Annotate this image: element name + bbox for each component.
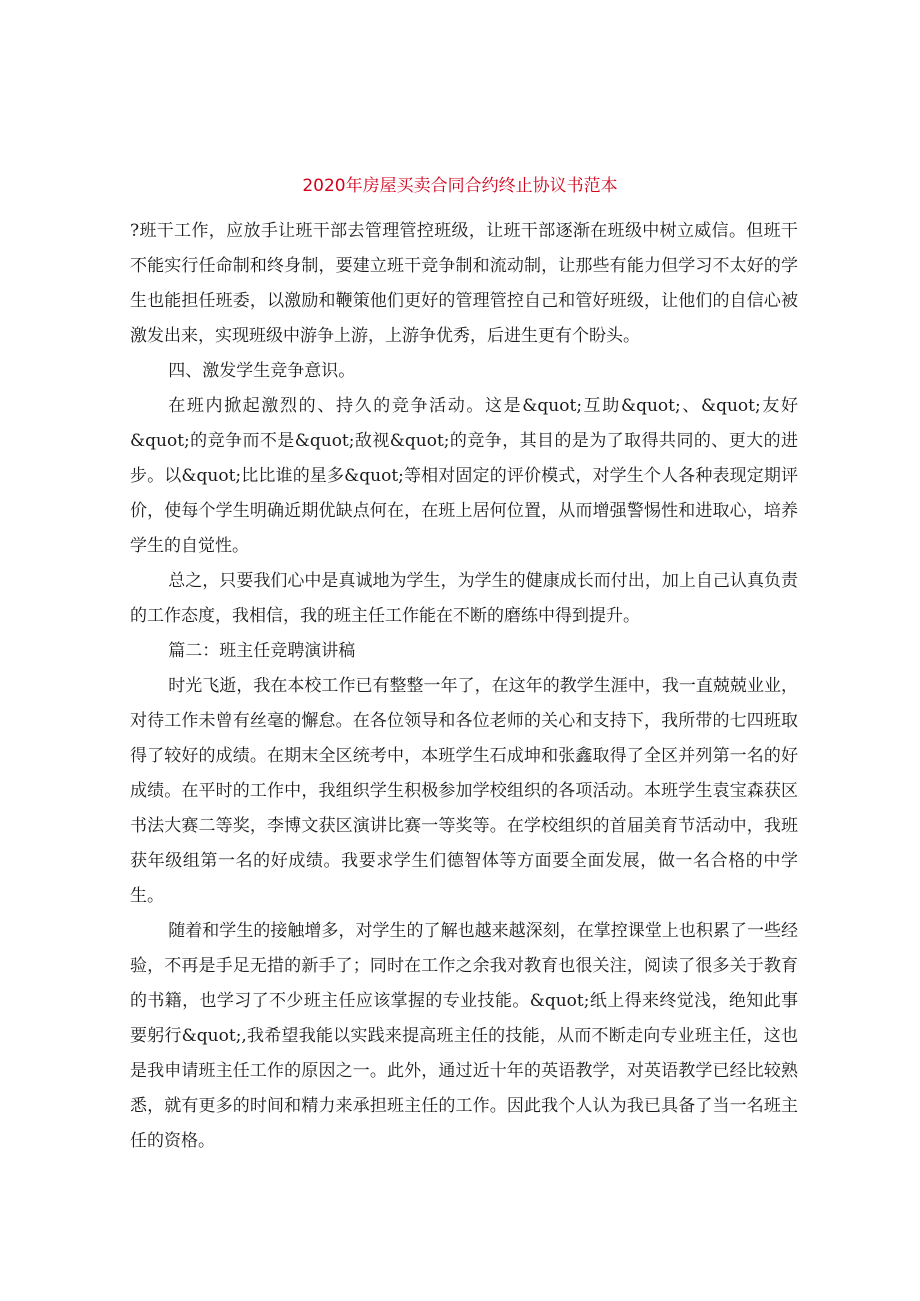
body-paragraph: 总之，只要我们心中是真诚地为学生，为学生的健康成长而付出，加上自己认真负责的工作态度，我相信，我的班主任工作能在不断的磨练中得到提升。: [130, 571, 798, 626]
body-paragraph: 时光飞逝，我在本校工作已有整整一年了，在这年的教学生涯中，我一直兢兢业业，对待工作未曾有丝毫的懈怠。在各位领导和各位老师的关心和支持下，我所带的七四班取得了较好的成绩。在期末全区统考中，本班学生石成坤和张鑫取得了全区并列第一名的好成绩。在平时的工作中，我组织学生积极参加学校组织的各项活动。本班学生袁宝森获区书法大赛二等奖，李博文获区演讲比赛一等奖等。在学校组织的首届美育节活动中，我班获年级组第一名的好成绩。我要求学生们德智体等方面要全面发展，做一名合格的中学生。: [130, 676, 798, 906]
body-paragraph: 在班内掀起激烈的、持久的竞争活动。这是&quot;互助&quot;、&quot;友好&quot;的竞争而不是&quot;敌视&quot;的竞争，其目的是为了取得共同的、更大的进步。以&quot;比比谁的星多&quot;等相对固定的评价模式，对学生个人各种表现定期评价，使每个学生明确近期优缺点何在，在班上居何位置，从而增强警惕性和进取心，培养学生的自觉性。: [130, 396, 798, 556]
document-body: [130, 214, 798, 1159]
body-paragraph: ?班干工作，应放手让班干部去管理管控班级，让班干部逐渐在班级中树立威信。但班干不能实行任命制和终身制，要建立班干竞争制和流动制，让那些有能力但学习不太好的学生也能担任班委，以激励和鞭策他们更好的管理管控自己和管好班级，让他们的自信心被激发出来，实现班级中游争上游，上游争优秀，后进生更有个盼头。: [130, 221, 798, 346]
document-title: 2020年房屋买卖合同合约终止协议书范本: [302, 176, 618, 196]
section-heading: 四、激发学生竞争意识。: [168, 361, 356, 381]
section-heading: 篇二：班主任竞聘演讲稿: [168, 641, 356, 661]
body-paragraph: 随着和学生的接触增多，对学生的了解也越来越深刻，在掌控课堂上也积累了一些经验，不再是手足无措的新手了；同时在工作之余我对教育也很关注，阅读了很多关于教育的书籍，也学习了不少班主任应该掌握的专业技能。&quot;纸上得来终觉浅，绝知此事要躬行&quot;,我希望我能以实践来提高班主任的技能，从而不断走向专业班主任，这也是我申请班主任工作的原因之一。此外，通过近十年的英语教学，对英语教学已经比较熟悉，就有更多的时间和精力来承担班主任的工作。因此我个人认为我已具备了当一名班主任的资格。: [130, 921, 798, 1151]
